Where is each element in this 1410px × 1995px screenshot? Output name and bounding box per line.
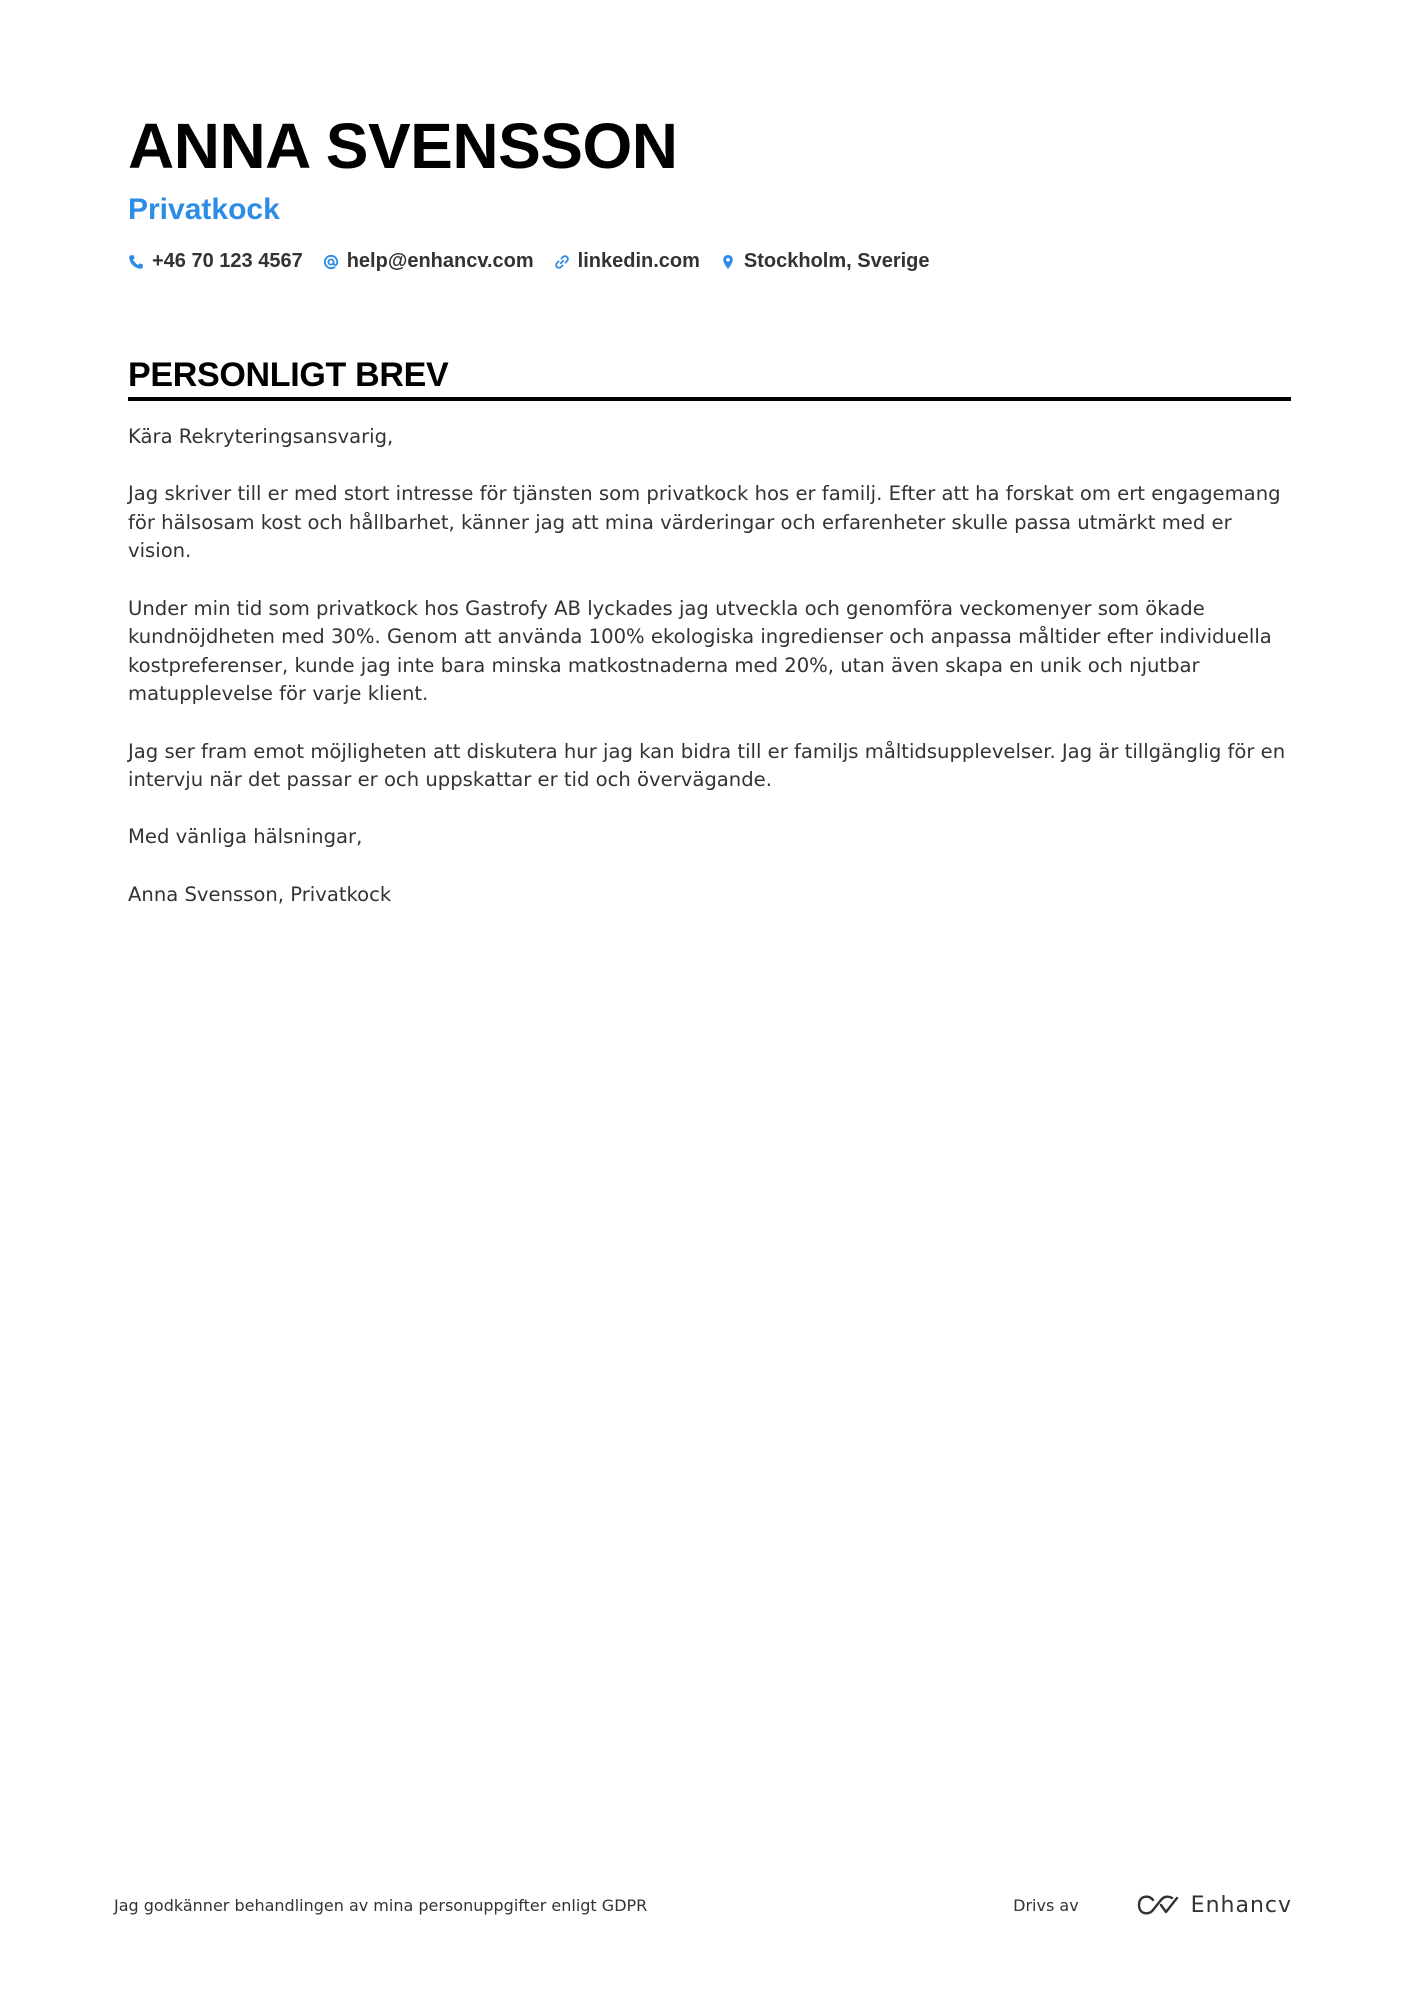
contact-phone-text: +46 70 123 4567 [152, 250, 303, 272]
job-title: Privatkock [128, 193, 280, 226]
phone-icon [128, 254, 144, 270]
letter-greeting: Kära Rekryteringsansvarig, [128, 425, 394, 448]
contact-location [720, 250, 930, 273]
letter-body [128, 423, 1291, 909]
enhancv-brand[interactable] [1135, 1893, 1292, 1918]
heading-divider [128, 397, 1291, 401]
contact-email[interactable] [323, 250, 534, 273]
letter-paragraph: Under min tid som privatkock hos Gastrofy AB lyckades jag utveckla och genomföra veckomenyer som ökade kundnöjdheten med 30%. Genom att använda 100% ekologiska ingredienser och anpassa måltider efter individuella kostpreferenser, kunde jag inte bara minska matkostnaderna med 20%, utan även skapa en unik och njutbar matupplevelse för varje klient. [128, 596, 1272, 706]
contact-email-text: help@enhancv.com [346, 250, 534, 272]
enhancv-brand-name: Enhancv [1190, 1892, 1292, 1918]
section-heading: PERSONLIGT BREV [128, 356, 449, 394]
link-icon [554, 254, 570, 270]
letter-closing: Med vänliga hälsningar, [128, 825, 363, 849]
gdpr-consent-text: Jag godkänner behandlingen av mina personuppgifter enligt GDPR [114, 1895, 648, 1915]
letter-signature: Anna Svensson, Privatkock [128, 882, 392, 906]
letter-page [128, 110, 1291, 938]
location-pin-icon [720, 254, 736, 270]
enhancv-logo-icon [1135, 1893, 1181, 1917]
page-footer [114, 1890, 1292, 1920]
letter-paragraph: Jag ser fram emot möjligheten att diskutera hur jag kan bidra till er familjs måltidsupplevelser. Jag är tillgänglig för en intervju när det passar er och uppskattar er tid och övervägande. [128, 739, 1286, 792]
contact-location-text: Stockholm, Sverige [743, 250, 930, 272]
letter-paragraph: Jag skriver till er med stort intresse för tjänsten som privatkock hos er familj. Efter att ha forskat om ert engagemang för hälsosam kost och hållbarhet, känner jag att mina värderingar och erfarenheter skulle passa utmärkt med er vision. [128, 482, 1281, 563]
powered-by-text: Drivs av [1013, 1895, 1079, 1915]
at-icon [323, 254, 339, 270]
contact-bar [128, 250, 1291, 273]
contact-linkedin-text: linkedin.com [577, 250, 700, 272]
applicant-name: ANNA SVENSSON [128, 110, 678, 182]
contact-phone[interactable] [128, 250, 303, 273]
contact-linkedin[interactable] [554, 250, 700, 273]
